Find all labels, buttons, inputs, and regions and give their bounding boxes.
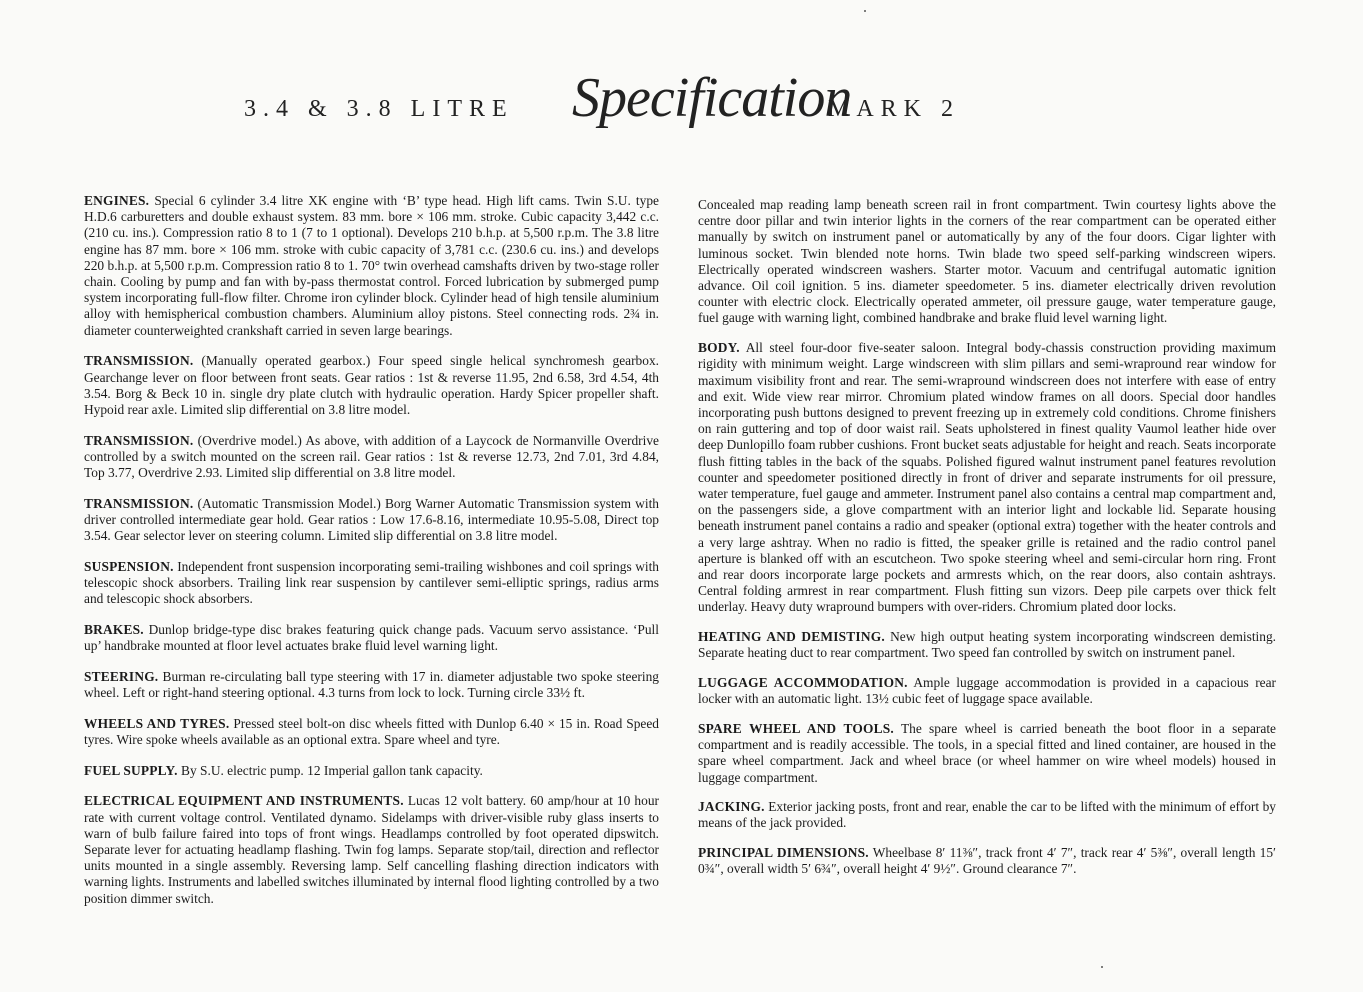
section-text: Concealed map reading lamp beneath screen rail in front compartment. Twin courtesy lights above the centre door pillar and twin interior lights in the corners of the rear compartment can be operated either manually by switch on instrument panel or automatically by any of the four doors. Cigar lighter with luminous socket. Twin blended note horns. Twin blade two speed self-parking windscreen wipers. Electrically operated windscreen washers. Starter motor. Vacuum and centrifugal automatic ignition advance. Oil coil ignition. 5 ins. diameter speedometer. 5 ins. diameter electrically driven revolution counter with electric clock. Electrically operated ammeter, oil pressure gauge, water temperature gauge, fuel gauge with warning light, combined handbrake and brake fluid level warning light. <box>698 197 1276 326</box>
section-heating-and-demisting <box>698 629 1276 661</box>
section-text: (Manually operated gearbox.) Four speed single helical synchromesh gearbox. Gearchange lever on floor between front seats. Gear ratios : 1st & reverse 11.95, 2nd 6.58, 3rd 4.54, 4th 3.54. Borg & Beck 10 in. single dry plate clutch with hydraulic operation. Hardy Spicer propeller shaft. Hypoid rear axle. Limited slip differential on 3.8 litre model. <box>84 353 659 417</box>
section-text: (Automatic Transmission Model.) Borg Warner Automatic Transmission system with driver controlled intermediate gear hold. Gear ratios : Low 17.6-8.16, intermediate 10.95-5.08, Direct top 3.54. Gear selector lever on steering column. Limited slip differential on 3.8 litre model. <box>84 495 659 544</box>
section-text: Lucas 12 volt battery. 60 amp/hour at 10 hour rate with current voltage control. Ventilated dynamo. Sidelamps with driver-visible ruby glass inserts to warn of bulb failure faired into tops of front wings. Headlamps controlled by foot operated dipswitch. Separate lever for actuating headlamp flashing. Twin fog lamps. Separate stop/tail, direction and reflector units mounted in a single assembly. Reversing lamp. Self cancelling flashing direction indicators with warning lights. Instruments and labelled switches illuminated by internal flood lighting controlled by a two position dimmer switch. <box>84 793 659 906</box>
section-text: Ample luggage accommodation is provided in a capacious rear locker with an automatic light. 13½ cubic feet of luggage space available. <box>698 674 1276 707</box>
section-heading: SPARE WHEEL AND TOOLS. <box>698 720 894 736</box>
section-text: By S.U. electric pump. 12 Imperial gallon tank capacity. <box>181 762 483 778</box>
section-transmission-overdrive <box>84 433 659 482</box>
section-text: Burman re-circulating ball type steering with 17 in. diameter adjustable two spoke steering wheel. Left or right-hand steering optional. 4.3 turns from lock to lock. Turning circle 33½ ft. <box>84 668 659 701</box>
left-column <box>84 193 659 921</box>
section-heading: TRANSMISSION. <box>84 353 194 369</box>
section-electrical-continued <box>698 197 1276 327</box>
section-luggage-accommodation <box>698 675 1276 707</box>
section-heading: JACKING. <box>698 799 765 815</box>
section-text: All steel four-door five-seater saloon. Integral body-chassis construction providing maximum rigidity with minimum weight. Large windscreen with slim pillars and semi-wrapround rear window for maximum visibility front and rear. The semi-wrapround windscreen does not interfere with ease of entry and exit. Wide view rear mirror. Chromium plated window frames on all doors. Special door handles incorporating push buttons designed to prevent freezing up in extremely cold conditions. Chrome finishers on rain guttering and top of door waist rail. Seats upholstered in finest quality Vaumol leather hide over deep Dunlopillo foam rubber cushions. Front bucket seats adjustable for height and reach. Seats incorporate flush fitting tables in the back of the squabs. Polished figured walnut instrument panel features revolution counter and speedometer positioned directly in front of driver and separate instruments for oil pressure, water temperature, fuel gauge and ammeter. Instrument panel also contains a central map compartment and, on the passengers side, a glove compartment with an interior light and lockable lid. Separate housing beneath instrument panel contains a radio and speaker (optional extra) together with the heater controls and a very large ashtray. When no radio is fitted, the speaker grille is retained and the radio control panel aperture is blanked off with an escutcheon. Two spoke steering wheel and semi-circular horn ring. Front and rear doors incorporate large pockets and armrests which, on the rear doors, also contain ashtrays. Central folding armrest in rear compartment. Flush fitting sun vizors. Deep pile carpets over thick felt underlay. Heavy duty wrapround bumpers with over-riders. Chromium plated door locks. <box>698 340 1277 615</box>
section-spare-wheel-and-tools <box>698 721 1276 786</box>
section-text: Dunlop bridge-type disc brakes featuring quick change pads. Vacuum servo assistance. ‘Pull up’ handbrake mounted at floor level actuates brake fluid level warning light. <box>84 621 659 654</box>
section-body <box>698 340 1276 615</box>
section-heading: FUEL SUPPLY. <box>84 762 178 778</box>
section-steering <box>84 669 659 701</box>
right-column <box>698 197 1276 891</box>
section-text: Independent front suspension incorporating semi-trailing wishbones and coil springs with telescopic shock absorbers. Trailing link rear suspension by cantilever semi-elliptic springs, radius arms and telescopic shock absorbers. <box>84 558 659 607</box>
section-heading: ELECTRICAL EQUIPMENT AND INSTRUMENTS. <box>84 793 404 809</box>
section-electrical-equipment <box>84 793 659 906</box>
section-wheels-and-tyres <box>84 716 659 748</box>
section-heading: HEATING AND DEMISTING. <box>698 629 885 645</box>
section-heading: WHEELS AND TYRES. <box>84 715 230 731</box>
section-text: New high output heating system incorporating windscreen demisting. Separate heating duct to rear compartment. Two speed fan controlled by switch on instrument panel. <box>698 629 1276 661</box>
section-text: (Overdrive model.) As above, with addition of a Laycock de Normanville Overdrive controlled by a switch mounted on the screen rail. Gear ratios : 1st & reverse 12.73, 2nd 7.01, 3rd 4.84, Top 3.77, Overdrive 2.93. Limited slip differential on 3.8 litre model. <box>84 432 659 481</box>
section-suspension <box>84 559 659 608</box>
section-heading: ENGINES. <box>84 193 150 208</box>
section-text: Special 6 cylinder 3.4 litre XK engine with ‘B’ type head. High lift cams. Twin S.U. type H.D.6 carburetters and double exhaust system. 83 mm. bore × 106 mm. stroke. Cubic capacity 3,442 c.c. (210 cu. ins.). Compression ratio 8 to 1 (7 to 1 optional). Develops 210 b.h.p. at 5,500 r.p.m. The 3.8 litre engine has 87 mm. bore × 106 mm. stroke with cubic capacity of 3,781 c.c. (230.6 cu. ins.) and develops 220 b.h.p. at 5,500 r.p.m. Compression ratio 8 to 1. 70° twin overhead camshafts driven by two-stage roller chain. Cooling by pump and fan with by-pass thermostat control. Forced lubrication by submerged pump system incorporating full-flow filter. Chrome iron cylinder block. Cylinder head of high tensile aluminium alloy with hemispherical combustion chambers. Aluminium alloy pistons. Steel connecting rods. 2¾ in. diameter counterweighted crankshaft carried in seven large bearings. <box>84 193 659 338</box>
section-principal-dimensions <box>698 845 1276 877</box>
section-heading: STEERING. <box>84 668 159 684</box>
section-transmission-automatic <box>84 496 659 545</box>
section-heading: TRANSMISSION. <box>84 432 194 448</box>
section-heading: BRAKES. <box>84 621 144 637</box>
header-mark: MARK 2 <box>828 96 961 122</box>
section-text: Wheelbase 8′ 11⅜″, track front 4′ 7″, track rear 4′ 5⅜″, overall length 15′ 0¾″, overall width 5′ 6¾″, overall height 4′ 9½″. Ground clearance 7″. <box>698 845 1276 877</box>
section-brakes <box>84 622 659 654</box>
header-model-size: 3.4 & 3.8 LITRE <box>244 96 514 122</box>
section-jacking <box>698 799 1276 831</box>
section-text: Pressed steel bolt-on disc wheels fitted with Dunlop 6.40 × 15 in. Road Speed tyres. Wire spoke wheels available as an optional extra. Spare wheel and tyre. <box>84 715 659 747</box>
section-text: The spare wheel is carried beneath the boot floor in a separate compartment and is readily accessible. The tools, in a special fitted and lined container, are housed in the spare wheel compartment. Jack and wheel brace (or wheel hammer on wire wheel models) housed in luggage compartment. <box>698 720 1276 785</box>
paper-speck <box>1101 966 1103 968</box>
section-heading: BODY. <box>698 340 740 356</box>
section-transmission-manual <box>84 353 659 418</box>
section-text: Exterior jacking posts, front and rear, enable the car to be lifted with the minimum of effort by means of the jack provided. <box>698 799 1276 831</box>
section-heading: TRANSMISSION. <box>84 495 194 511</box>
section-fuel-supply <box>84 763 659 779</box>
section-engines <box>84 193 659 339</box>
section-heading: LUGGAGE ACCOMMODATION. <box>698 674 908 690</box>
header-title-script: Specification <box>572 67 852 129</box>
paper-speck <box>864 10 866 12</box>
section-heading: SUSPENSION. <box>84 558 174 574</box>
page-header <box>0 62 1363 142</box>
section-heading: PRINCIPAL DIMENSIONS. <box>698 845 869 861</box>
